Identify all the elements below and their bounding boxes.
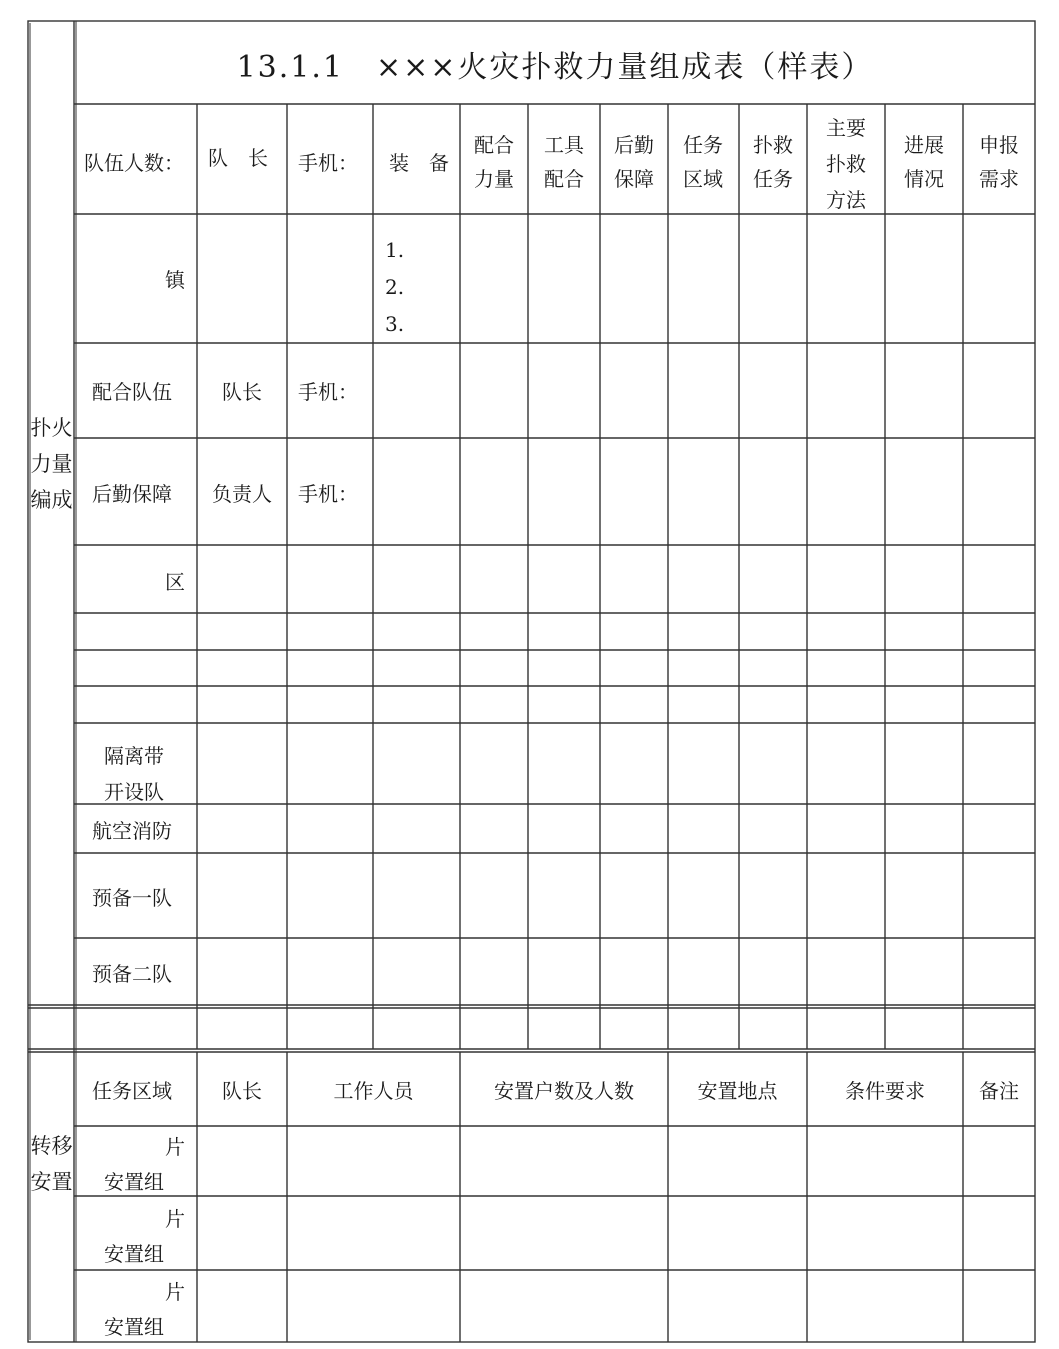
header-tools: 工具配合: [544, 133, 584, 191]
row-reserve-1: 预备一队: [92, 886, 172, 910]
side-label-relocation: 转移安置: [30, 1134, 73, 1194]
header-task: 扑救任务: [753, 133, 793, 191]
equipment-item: 1.: [385, 238, 405, 262]
reloc-row-group: 安置组: [104, 1315, 164, 1339]
row-firebreak-team: 隔离带开设队: [104, 744, 164, 804]
row-district: 区: [165, 570, 185, 594]
page-title: 13.1.1 ×××火灾扑救力量组成表（样表）: [236, 50, 874, 85]
row-support-team: 配合队伍: [92, 380, 172, 404]
reloc-header-location: 安置地点: [697, 1079, 778, 1103]
row-support-captain: 队长: [222, 380, 262, 404]
row-logistics: 后勤保障: [92, 482, 172, 506]
header-request: 申报需求: [979, 133, 1019, 191]
reloc-header-task-area: 任务区域: [92, 1079, 172, 1103]
equipment-item: 3.: [385, 312, 405, 336]
header-progress: 进展情况: [904, 133, 944, 191]
reloc-row-group: 安置组: [104, 1170, 164, 1194]
reloc-header-captain: 队长: [222, 1079, 262, 1103]
reloc-row-zone: 片: [165, 1280, 185, 1304]
header-phone: 手机：: [298, 151, 358, 175]
row-logistics-leader: 负责人: [212, 482, 272, 506]
row-aviation: 航空消防: [92, 819, 172, 843]
equipment-list: [385, 232, 404, 343]
equipment-item: 2.: [385, 275, 405, 299]
row-town: 镇: [165, 268, 185, 292]
header-logistics: 后勤保障: [614, 133, 654, 191]
row-reserve-2: 预备二队: [92, 962, 172, 986]
reloc-header-requirements: 条件要求: [845, 1079, 925, 1103]
reloc-row-zone: 片: [165, 1207, 185, 1231]
reloc-row-zone: 片: [165, 1135, 185, 1159]
header-equipment: 装 备: [389, 151, 449, 175]
reloc-header-staff: 工作人员: [333, 1079, 414, 1103]
reloc-header-households: 安置户数及人数: [494, 1079, 634, 1103]
header-team-count: 队伍人数：: [84, 151, 184, 175]
row-support-phone: 手机：: [298, 380, 358, 404]
reloc-header-remarks: 备注: [979, 1079, 1019, 1103]
header-captain: 队 长: [208, 146, 268, 170]
header-task-area: 任务区域: [683, 133, 723, 191]
header-coordination: 配合力量: [474, 133, 514, 191]
header-method: 主要扑救方法: [826, 116, 866, 212]
reloc-row-group: 安置组: [104, 1242, 164, 1266]
side-label-fire-fighting: 扑火力量编成: [30, 416, 73, 512]
row-logistics-phone: 手机：: [298, 482, 358, 506]
